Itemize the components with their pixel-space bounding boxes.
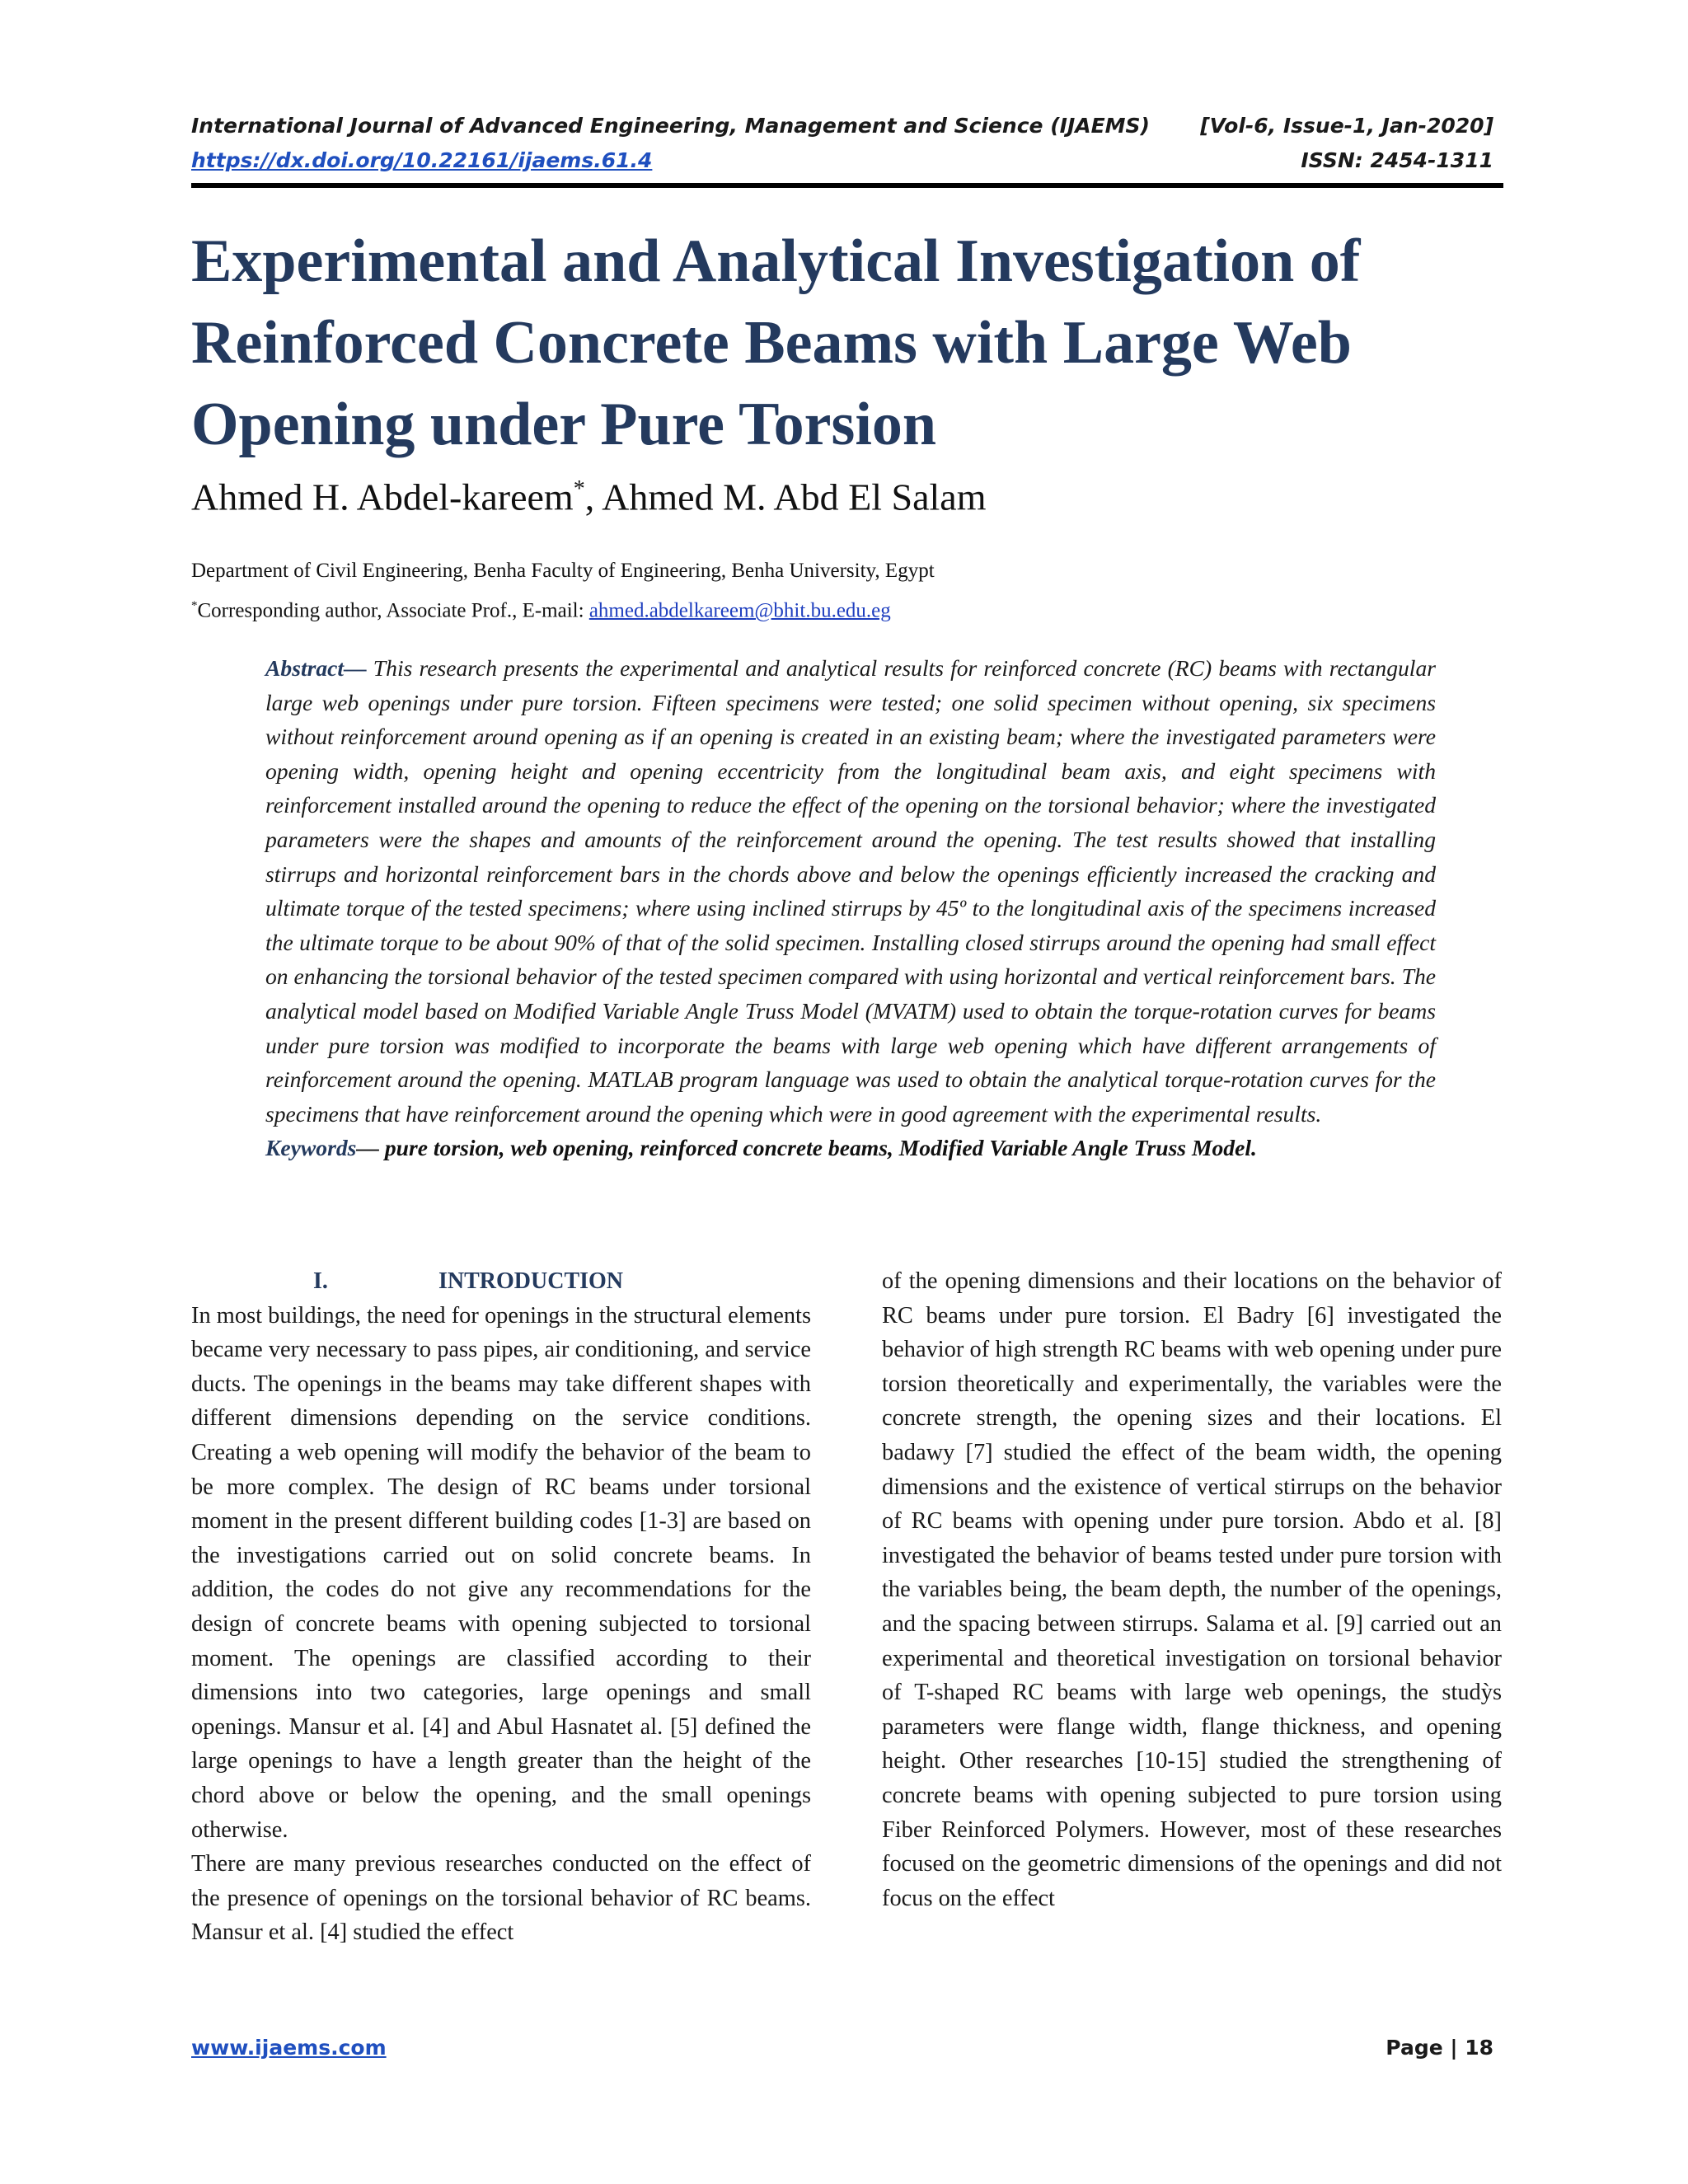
affiliation-block	[191, 554, 1510, 628]
keywords-dash: —	[356, 1135, 379, 1161]
doi-link[interactable]: https://dx.doi.org/10.22161/ijaems.61.4	[191, 148, 653, 172]
intro-paragraph-3: of the opening dimensions and their locations on the behavior of RC beams under pure torsion. El Badry [6] investigated the behavior of high strength RC beams with web opening under pure torsion theoretically and experimentally, the variables were the concrete strength, the opening sizes and their locations. El badawy [7] studied the effect of the beam width, the opening dimensions and the existence of vertical stirrups on the behavior of RC beams with opening under pure torsion. Abdo et al. [8] investigated the behavior of beams tested under pure torsion with the variables being, the beam depth, the number of the openings, and the spacing between stirrups. Salama et al. [9] carried out an experimental and theoretical investigation on torsional behavior of T-shaped RC beams with large web openings, the studỳs parameters were flange width, flange thickness, and opening height. Other researches [10-15] studied the strengthening of concrete beams with opening subjected to pure torsion using Fiber Reinforced Polymers. However, most of these researches focused on the geometric dimensions of the openings and did not focus on the effect	[882, 1268, 1502, 1911]
paper-title: Experimental and Analytical Investigation of Reinforced Concrete Beams with Large Web Opening under Pure Torsion	[191, 227, 1361, 458]
email-link[interactable]: ahmed.abdelkareem@bhit.bu.edu.eg	[588, 599, 891, 622]
abstract-block	[265, 651, 1436, 1165]
author-2: , Ahmed M. Abd El Salam	[584, 476, 987, 518]
intro-paragraph-1: In most buildings, the need for openings in the structural elements became very necessary to pass pipes, air conditioning, and service ducts. The openings in the beams may take different shapes with different dimensions depending on the service conditions. Creating a web opening will modify the behavior of the beam to be more complex. The design of RC beams under torsional moment in the present different building codes [1-3] are based on the investigations carried out on solid concrete beams. In addition, the codes do not give any recommendations for the design of concrete beams with opening subjected to torsional moment. The openings are classified according to their dimensions into two categories, large openings and small openings. Mansur et al. [4] and Abul Hasnatet al. [5] defined the large openings to have a length greater than the height of the chord above or below the opening, and the small openings otherwise.	[191, 1302, 811, 1843]
issn: ISSN: 2454-1311	[1301, 148, 1493, 172]
corr-mark: *	[191, 599, 198, 612]
author-list	[191, 465, 1510, 522]
abstract	[265, 651, 1436, 1131]
column-right	[882, 1264, 1502, 1915]
section-title: INTRODUCTION	[438, 1268, 624, 1294]
abstract-label: Abstract	[265, 655, 345, 681]
header-rule	[191, 183, 1503, 188]
website-link[interactable]: www.ijaems.com	[191, 2036, 387, 2060]
section-number: I.	[313, 1268, 328, 1294]
keywords	[265, 1131, 1436, 1165]
volume-issue: [Vol-6, Issue-1, Jan-2020]	[1200, 114, 1493, 138]
intro-paragraph-2: There are many previous researches conducted on the effect of the presence of openings on the torsional behavior of RC beams. Mansur et al. [4] studied the effect	[191, 1851, 811, 1946]
section-heading	[191, 1264, 811, 1299]
corr-text: Corresponding author, Associate Prof., E-mail:	[197, 599, 589, 622]
corresponding-mark: *	[573, 476, 585, 502]
journal-name: International Journal of Advanced Engineering, Management and Science (IJAEMS)	[191, 114, 1150, 138]
author-1: Ahmed H. Abdel-kareem	[191, 476, 574, 518]
column-left	[191, 1264, 811, 1950]
keywords-text: pure torsion, web opening, reinforced concrete beams, Modified Variable Angle Truss Model.	[378, 1135, 1257, 1161]
corresponding-author	[191, 588, 1510, 628]
keywords-label: Keywords	[265, 1135, 357, 1161]
affiliation: Department of Civil Engineering, Benha Faculty of Engineering, Benha University, Egypt	[191, 560, 935, 582]
page-number: Page | 18	[1386, 2036, 1493, 2060]
abstract-dash: —	[344, 655, 367, 681]
abstract-text: This research presents the experimental and analytical results for reinforced concrete (RC) beams with rectangular large web openings under pure torsion. Fifteen specimens were tested; one solid specimen without opening, six specimens without reinforcement around opening as if an opening is created in an existing beam; where the investigated parameters were opening width, opening height and opening eccentricity from the longitudinal beam axis, and eight specimens with reinforcement installed around the opening to reduce the effect of the opening on the torsional behavior; where the investigated parameters were the shapes and amounts of the reinforcement around the opening. The test results showed that installing stirrups and horizontal reinforcement bars in the chords above and below the openings efficiently increased the cracking and ultimate torque of the tested specimens; where using inclined stirrups by 45º to the longitudinal axis of the specimens increased the ultimate torque to be about 90% of that of the solid specimen. Installing closed stirrups around the opening had small effect on enhancing the torsional behavior of the tested specimen compared with using horizontal and vertical reinforcement bars. The analytical model based on Modified Variable Angle Truss Model (MVATM) used to obtain the torque-rotation curves for beams under pure torsion was modified to incorporate the beams with large web opening which have different arrangements of reinforcement around the opening. MATLAB program language was used to obtain the analytical torque-rotation curves for the specimens that have reinforcement around the opening which were in good agreement with the experimental results.	[265, 655, 1436, 1127]
